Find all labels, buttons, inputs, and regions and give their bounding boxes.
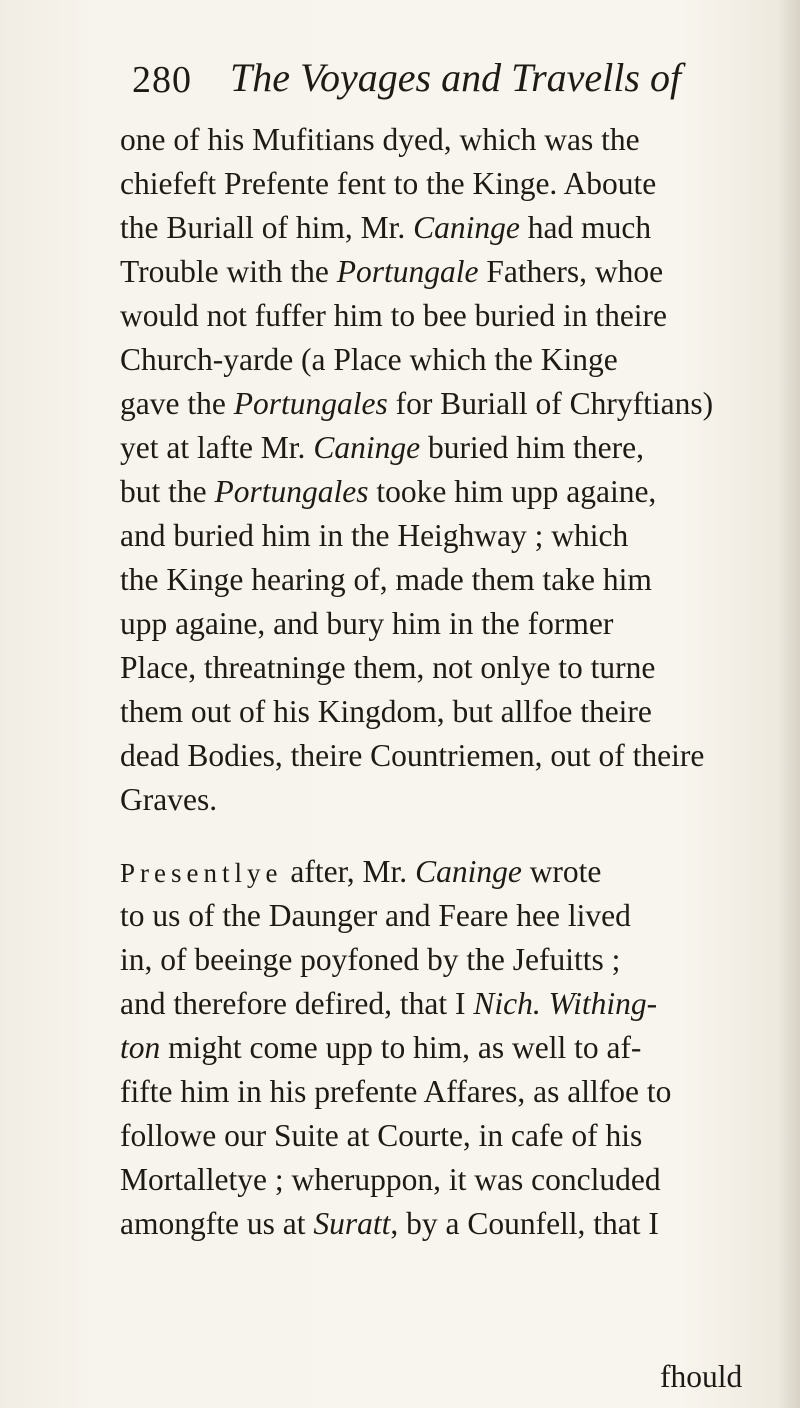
text-line: yet at lafte Mr. Caninge buried him there,	[120, 430, 644, 465]
page-edge-shadow	[778, 0, 800, 1408]
text-line: chiefeft Prefente fent to the Kinge. Aboute	[120, 166, 657, 201]
text-line: upp againe, and bury him in the former	[120, 606, 614, 641]
text-line: dead Bodies, theire Countriemen, out of theire	[120, 738, 705, 773]
text-line: the Buriall of him, Mr. Caninge had much	[120, 210, 652, 245]
text-line: followe our Suite at Courte, in cafe of his	[120, 1118, 643, 1153]
text-line: to us of the Daunger and Feare hee lived	[120, 898, 631, 933]
text-line: Place, threatninge them, not onlye to turne	[120, 650, 656, 685]
text-line: ton might come upp to him, as well to af-	[120, 1030, 642, 1065]
text-line: but the Portungales tooke him upp againe,	[120, 474, 657, 509]
text-line: Graves.	[120, 782, 218, 817]
text-line: Mortalletye ; wheruppon, it was concluded	[120, 1162, 661, 1197]
text-line: fifte him in his prefente Affares, as allfoe to	[120, 1074, 672, 1109]
page-header	[132, 50, 732, 110]
text-line: amongfte us at Suratt, by a Counfell, that I	[120, 1206, 659, 1241]
text-line: one of his Mufitians dyed, which was the	[120, 122, 640, 157]
text-line: in, of beeinge poyfoned by the Jefuitts ;	[120, 942, 621, 977]
text-line: Church-yarde (a Place which the Kinge	[120, 342, 618, 377]
text-line: and buried him in the Heighway ; which	[120, 518, 629, 553]
catchword: fhould	[660, 1359, 743, 1394]
page-number: 280	[132, 59, 192, 101]
text-line: gave the Portungales for Buriall of Chryftians)	[120, 386, 714, 421]
text-line: Presentlye after, Mr. Caninge wrote	[120, 854, 602, 889]
text-line: would not fuffer him to bee buried in theire	[120, 298, 668, 333]
text-line: Trouble with the Portungale Fathers, whoe	[120, 254, 664, 289]
text-line: the Kinge hearing of, made them take him	[120, 562, 652, 597]
running-title: The Voyages and Travells of	[230, 55, 682, 100]
text-line: them out of his Kingdom, but allfoe theire	[120, 694, 652, 729]
text-line: and therefore defired, that I Nich. Withing-	[120, 986, 658, 1021]
